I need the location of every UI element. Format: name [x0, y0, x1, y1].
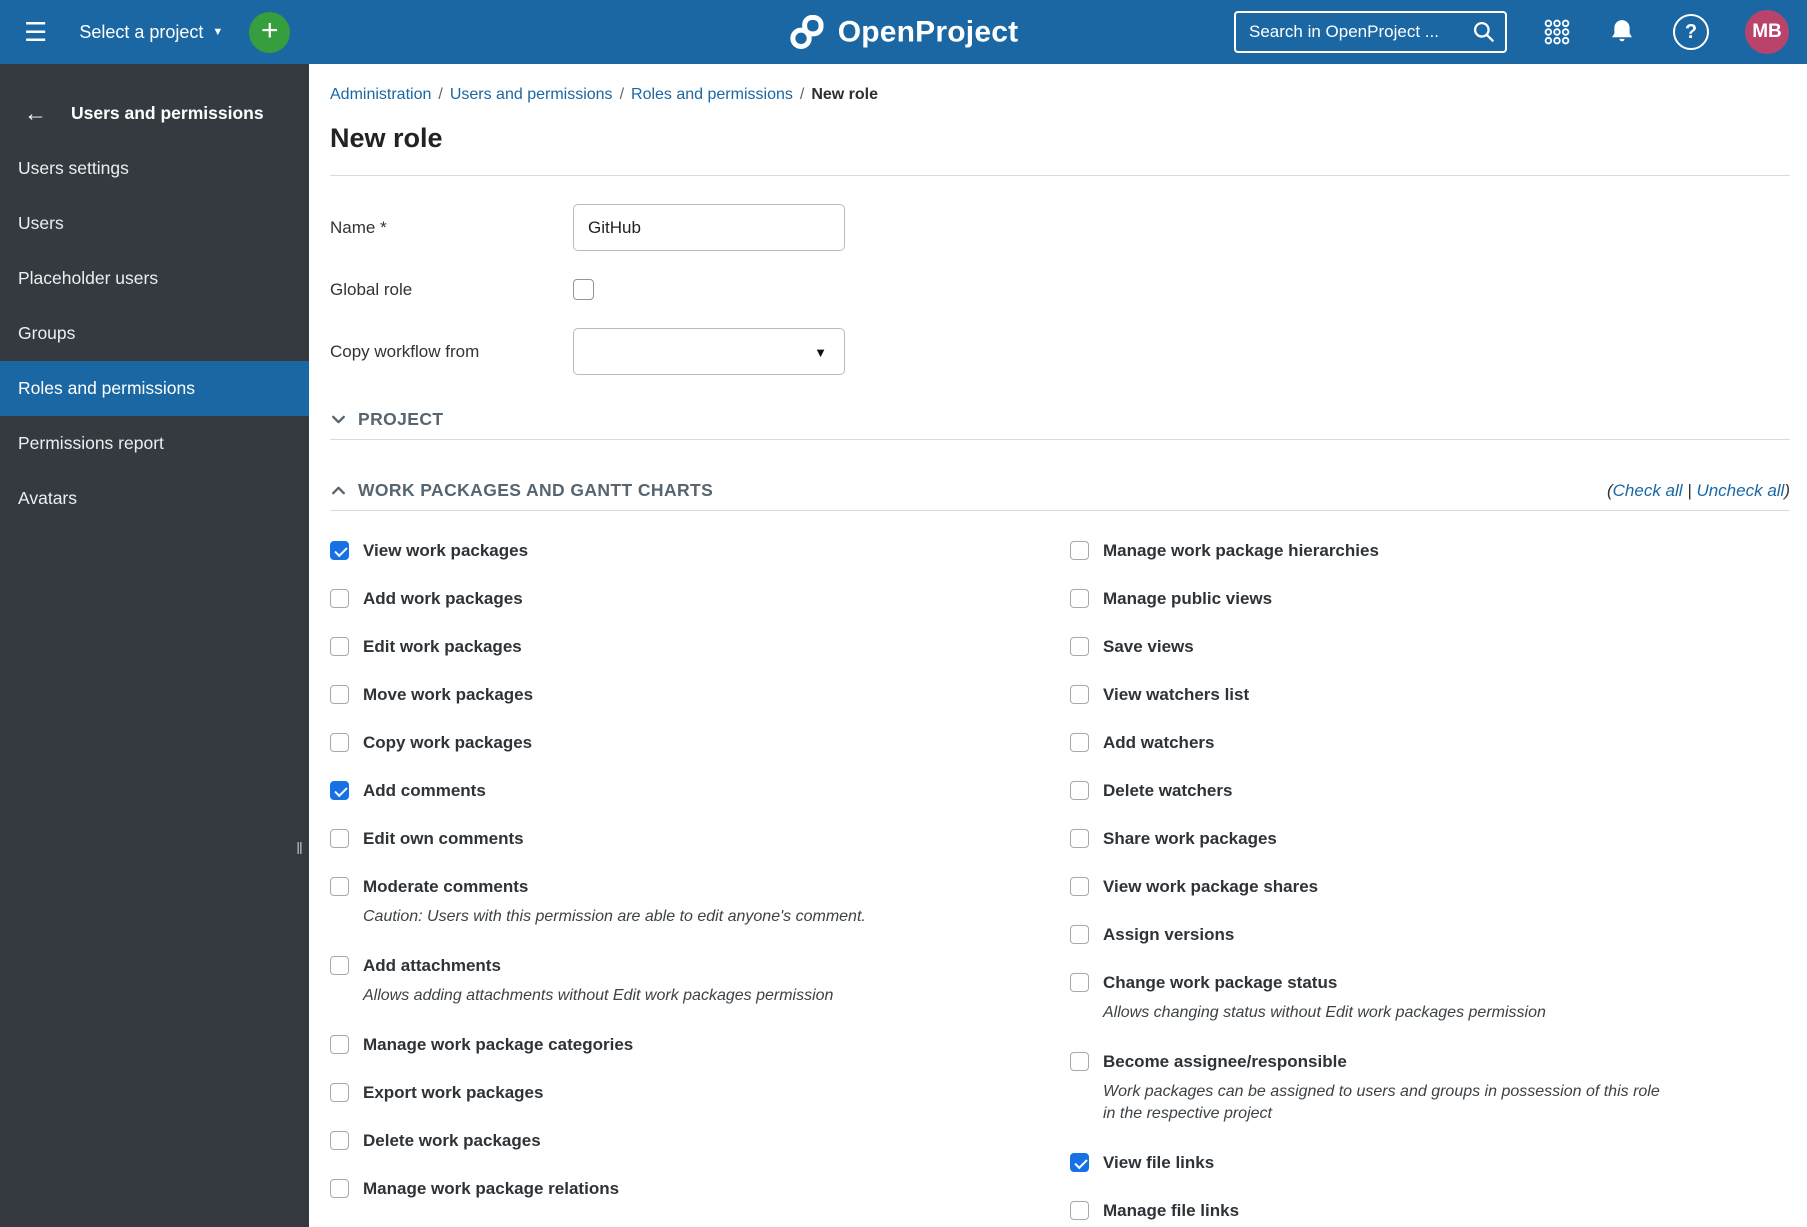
permission-label: Edit work packages — [363, 637, 522, 656]
section-toggle-project[interactable] — [330, 409, 443, 430]
search-input[interactable] — [1234, 11, 1507, 53]
permission-text — [1103, 541, 1379, 561]
permission-text — [1103, 877, 1318, 897]
permission-item — [330, 685, 1070, 705]
breadcrumb-link-roles-and-permissions[interactable]: Roles and permissions — [631, 86, 793, 103]
permission-text — [1103, 637, 1194, 657]
permission-label: Manage file links — [1103, 1201, 1240, 1220]
role-name-input[interactable] — [573, 204, 845, 251]
permission-checkbox-view-work-packages[interactable] — [330, 541, 349, 560]
sidebar-item-users-settings[interactable]: Users settings — [18, 158, 129, 178]
project-section-divider — [330, 439, 1790, 440]
permission-label: Export work packages — [363, 1083, 544, 1102]
permission-item — [1070, 781, 1710, 801]
permission-text — [363, 1131, 541, 1151]
permission-checkbox-view-watchers-list[interactable] — [1070, 685, 1089, 704]
chevron-up-icon — [330, 482, 347, 499]
permission-checkbox-delete-watchers[interactable] — [1070, 781, 1089, 800]
permission-checkbox-view-work-package-shares[interactable] — [1070, 877, 1089, 896]
permission-text — [363, 637, 522, 657]
permission-note: Allows changing status without Edit work packages permission — [1103, 1004, 1546, 1021]
permission-item — [330, 1035, 1070, 1055]
permission-label: Manage work package hierarchies — [1103, 541, 1379, 560]
permission-item — [1070, 685, 1710, 705]
permission-label: Add watchers — [1103, 733, 1215, 752]
permission-item — [330, 1179, 1070, 1199]
permission-text — [1103, 829, 1277, 849]
permission-text — [363, 733, 532, 753]
permission-text — [1103, 1201, 1239, 1221]
work-packages-section-divider — [330, 510, 1790, 511]
permission-text — [363, 541, 528, 561]
permission-label: Change work package status — [1103, 973, 1338, 992]
sidebar-resize-handle[interactable]: ‖ — [295, 839, 303, 858]
permission-label: Add attachments — [363, 956, 501, 975]
permission-label: Manage work package categories — [363, 1035, 634, 1054]
permission-text — [1103, 973, 1546, 1024]
permission-checkbox-change-work-package-status[interactable] — [1070, 973, 1089, 992]
permission-item — [1070, 1052, 1710, 1125]
permission-label: Move work packages — [363, 685, 534, 704]
permission-item — [330, 1083, 1070, 1103]
sidebar-item-permissions-report[interactable]: Permissions report — [18, 433, 164, 453]
permission-checkbox-moderate-comments[interactable] — [330, 877, 349, 896]
permission-text — [363, 1083, 543, 1103]
select-caret-icon: ▼ — [814, 345, 827, 360]
notifications-bell-button[interactable] — [1607, 17, 1637, 47]
permission-item — [330, 733, 1070, 753]
permission-text — [1103, 1052, 1663, 1125]
permission-checkbox-view-file-links[interactable] — [1070, 1153, 1089, 1172]
permission-label: Add comments — [363, 781, 486, 800]
app-logo[interactable] — [789, 14, 1019, 51]
permission-item — [330, 1131, 1070, 1151]
permission-item — [330, 541, 1070, 561]
permission-label: View watchers list — [1103, 685, 1250, 704]
permission-label: Share work packages — [1103, 829, 1277, 848]
main-content — [309, 64, 1807, 1227]
permission-item — [1070, 829, 1710, 849]
permissions-column-left — [330, 541, 1070, 1227]
permission-note: Work packages can be assigned to users and groups in possession of this role in the respective project — [1103, 1083, 1660, 1122]
bell-icon — [1607, 17, 1637, 47]
permission-checkbox-assign-versions[interactable] — [1070, 925, 1089, 944]
permission-label: View file links — [1103, 1153, 1215, 1172]
permission-checkbox-manage-file-links[interactable] — [1070, 1201, 1089, 1220]
permission-text — [1103, 589, 1272, 609]
permission-label: Become assignee/responsible — [1103, 1052, 1347, 1071]
breadcrumb-link-users-and-permissions[interactable]: Users and permissions — [449, 86, 613, 103]
global-role-form-row — [330, 279, 1790, 300]
permission-checkbox-manage-work-package-relations[interactable] — [330, 1179, 349, 1198]
sidebar-item-roles-and-permissions[interactable]: Roles and permissions — [0, 361, 309, 416]
permissions-column-right — [1070, 541, 1710, 1227]
top-header — [0, 0, 1807, 64]
permission-item — [330, 589, 1070, 609]
permission-checkbox-move-work-packages[interactable] — [330, 685, 349, 704]
sidebar-title: Users and permissions — [71, 103, 264, 123]
work-packages-section-label: WORK PACKAGES AND GANTT CHARTS — [358, 480, 714, 500]
page-title: New role — [330, 123, 443, 153]
permission-text — [1103, 925, 1234, 945]
uncheck-all-link[interactable]: Uncheck all — [1696, 480, 1785, 500]
permission-label: View work package shares — [1103, 877, 1319, 896]
permission-text — [363, 1035, 633, 1055]
openproject-logo-icon — [789, 14, 829, 51]
permission-item — [1070, 589, 1710, 609]
global-role-checkbox[interactable] — [573, 279, 594, 300]
permission-text — [1103, 733, 1214, 753]
permission-label: Save views — [1103, 637, 1194, 656]
permission-text — [363, 956, 833, 1007]
global-role-label: Global role — [330, 279, 413, 299]
paren-open: ( — [1606, 480, 1613, 500]
user-avatar[interactable]: MB — [1745, 10, 1789, 54]
check-all-link[interactable]: Check all — [1612, 480, 1683, 500]
permission-item — [1070, 925, 1710, 945]
permission-text — [1103, 1153, 1214, 1173]
copy-workflow-label: Copy workflow from — [330, 341, 480, 361]
plus-icon: + — [261, 13, 279, 47]
permission-checkbox-add-work-packages[interactable] — [330, 589, 349, 608]
permission-checkbox-edit-work-packages[interactable] — [330, 637, 349, 656]
permission-label: Manage public views — [1103, 589, 1273, 608]
permission-label: Moderate comments — [363, 877, 529, 896]
select-project-dropdown[interactable] — [79, 22, 223, 43]
permission-item — [1070, 1201, 1710, 1221]
permission-item — [1070, 541, 1710, 561]
permission-item — [1070, 877, 1710, 897]
check-all-controls — [1607, 481, 1790, 501]
permission-item — [1070, 733, 1710, 753]
permission-item — [330, 637, 1070, 657]
permission-checkbox-edit-own-comments[interactable] — [330, 829, 349, 848]
permission-checkbox-add-watchers[interactable] — [1070, 733, 1089, 752]
permission-label: Delete work packages — [363, 1131, 541, 1150]
permission-item — [330, 956, 1070, 1007]
back-arrow-icon[interactable]: ← — [24, 100, 47, 126]
paren-close: ) — [1784, 480, 1790, 500]
apps-grid-button[interactable] — [1543, 18, 1571, 46]
permission-text — [1103, 781, 1232, 801]
permission-item — [330, 877, 1070, 928]
permission-checkbox-export-work-packages[interactable] — [330, 1083, 349, 1102]
permissions-grid — [330, 541, 1790, 1227]
permission-item — [1070, 1153, 1710, 1173]
permission-item — [1070, 973, 1710, 1024]
permission-text — [363, 685, 533, 705]
breadcrumb-separator: / — [799, 86, 805, 103]
sidebar-item-groups[interactable]: Groups — [18, 323, 76, 343]
work-packages-section-head — [330, 480, 1790, 501]
permission-text — [1103, 685, 1249, 705]
chevron-down-icon: ▼ — [212, 25, 224, 38]
permission-item — [1070, 637, 1710, 657]
permission-text — [363, 1179, 619, 1199]
apps-grid-icon — [1543, 18, 1571, 46]
breadcrumb — [330, 86, 1790, 104]
breadcrumb-separator: / — [619, 86, 625, 103]
permission-checkbox-become-assignee-responsible[interactable] — [1070, 1052, 1089, 1071]
project-section-label: PROJECT — [358, 409, 444, 429]
permission-checkbox-add-comments[interactable] — [330, 781, 349, 800]
breadcrumb-link-administration[interactable]: Administration — [330, 86, 432, 103]
sidebar-item-users[interactable]: Users — [18, 213, 64, 233]
permission-item — [330, 781, 1070, 801]
permission-label: Delete watchers — [1103, 781, 1233, 800]
permission-label: Copy work packages — [363, 733, 533, 752]
permission-checkbox-manage-public-views[interactable] — [1070, 589, 1089, 608]
add-project-button[interactable] — [249, 12, 290, 53]
breadcrumb-separator: / — [438, 86, 443, 103]
permission-label: View work packages — [363, 541, 529, 560]
sidebar-item-placeholder-users[interactable]: Placeholder users — [18, 268, 159, 288]
search-icon[interactable] — [1471, 19, 1497, 45]
sidebar-item-avatars[interactable]: Avatars — [18, 488, 78, 508]
admin-sidebar — [0, 64, 309, 1227]
permission-text — [363, 781, 486, 801]
permission-checkbox-manage-work-package-hierarchies[interactable] — [1070, 541, 1089, 560]
permission-item — [330, 829, 1070, 849]
chevron-down-icon — [330, 411, 347, 428]
permission-checkbox-save-views[interactable] — [1070, 637, 1089, 656]
permission-label: Assign versions — [1103, 925, 1235, 944]
hamburger-menu-icon[interactable]: ☰ — [24, 17, 48, 47]
permission-checkbox-add-attachments[interactable] — [330, 956, 349, 975]
project-section-head — [330, 409, 1790, 430]
permission-checkbox-delete-work-packages[interactable] — [330, 1131, 349, 1150]
copy-workflow-select[interactable] — [573, 328, 845, 375]
permission-text — [363, 589, 523, 609]
permission-text — [363, 877, 866, 928]
question-mark-icon: ? — [1684, 20, 1698, 43]
select-project-label: Select a project — [79, 21, 204, 42]
section-toggle-work-packages[interactable] — [330, 480, 713, 501]
permission-text — [363, 829, 524, 849]
permission-label: Edit own comments — [363, 829, 524, 848]
permission-checkbox-copy-work-packages[interactable] — [330, 733, 349, 752]
permission-checkbox-manage-work-package-categories[interactable] — [330, 1035, 349, 1054]
permission-label: Add work packages — [363, 589, 523, 608]
check-all-separator: | — [1687, 480, 1692, 500]
global-search — [1234, 11, 1507, 53]
title-divider — [330, 175, 1790, 176]
breadcrumb-current: New role — [811, 86, 879, 103]
permission-label: Manage work package relations — [363, 1179, 620, 1198]
permission-note: Caution: Users with this permission are able to edit anyone's comment. — [363, 908, 866, 925]
openproject-logo-text: OpenProject — [837, 15, 1019, 48]
permission-note: Allows adding attachments without Edit work packages permission — [363, 987, 834, 1004]
copy-workflow-form-row — [330, 328, 1790, 375]
help-button[interactable] — [1673, 14, 1709, 50]
name-label: Name * — [330, 217, 387, 237]
name-form-row — [330, 204, 1790, 251]
permission-checkbox-share-work-packages[interactable] — [1070, 829, 1089, 848]
